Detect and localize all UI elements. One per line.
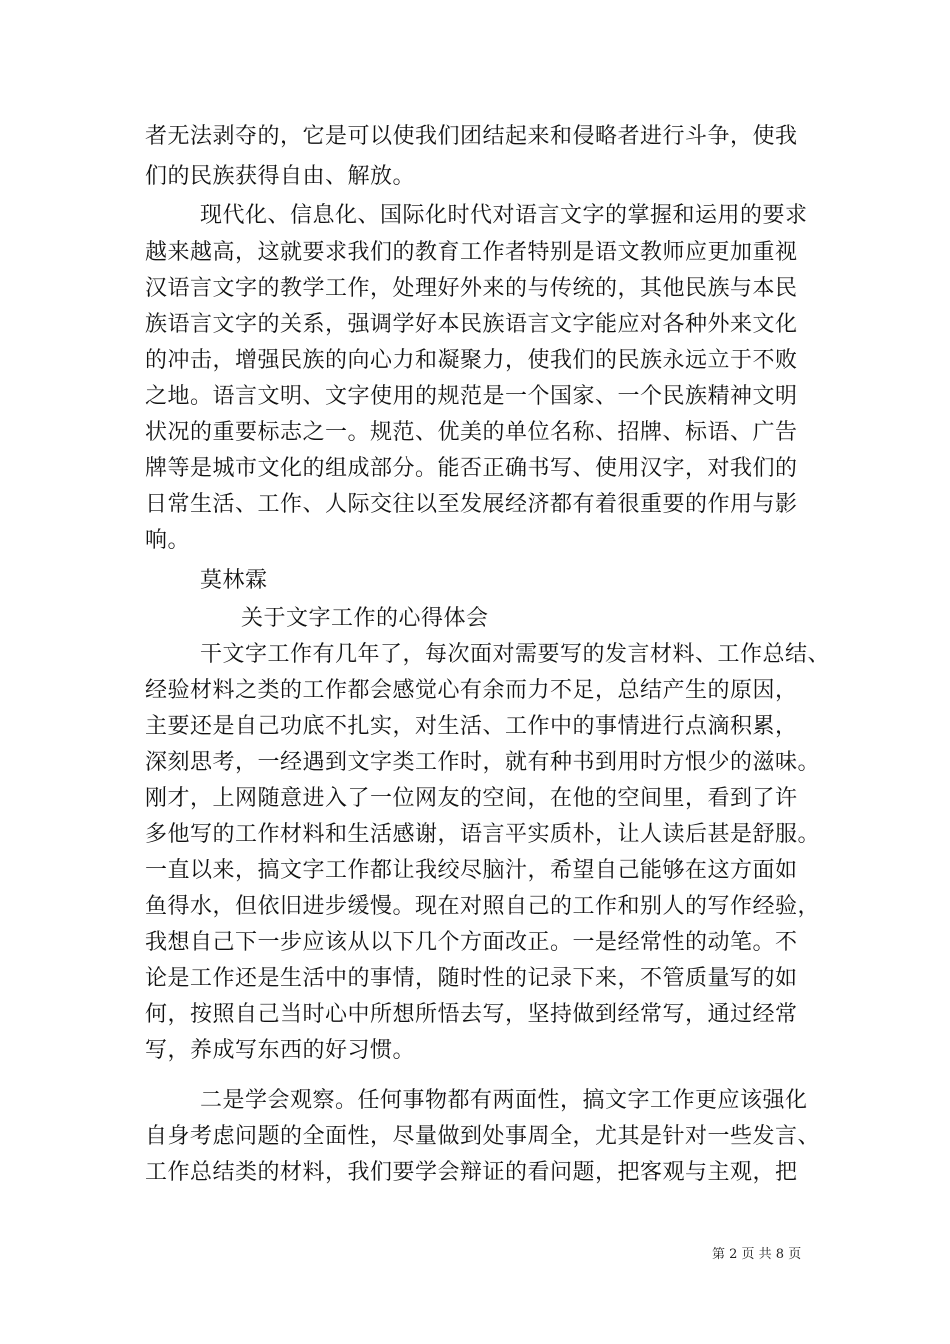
page-indicator: 第 2 页 共 8 页 bbox=[712, 1247, 802, 1262]
text-line: 一直以来，搞文字工作都让我绞尽脑汁，希望自己能够在这方面如 bbox=[145, 858, 798, 883]
text-line: 越来越高，这就要求我们的教育工作者特别是语文教师应更加重视 bbox=[145, 240, 798, 265]
text-line: 深刻思考，一经遇到文字类工作时，就有种书到用时方恨少的滋味。 bbox=[145, 750, 821, 775]
text-line: 工作总结类的材料，我们要学会辩证的看问题，把客观与主观，把 bbox=[145, 1160, 798, 1185]
text-line: 状况的重要标志之一。规范、优美的单位名称、招牌、标语、广告 bbox=[145, 420, 798, 445]
text-line: 主要还是自己功底不扎实，对生活、工作中的事情进行点滴积累， bbox=[145, 714, 798, 739]
text-line: 族语言文字的关系，强调学好本民族语言文字能应对各种外来文化 bbox=[145, 312, 798, 337]
text-line: 者无法剥夺的，它是可以使我们团结起来和侵略者进行斗争，使我 bbox=[145, 124, 798, 149]
text-line: 自身考虑问题的全面性，尽量做到处事周全，尤其是针对一些发言、 bbox=[145, 1124, 821, 1149]
text-line: 刚才，上网随意进入了一位网友的空间，在他的空间里，看到了许 bbox=[145, 786, 798, 811]
text-line: 写，养成写东西的好习惯。 bbox=[145, 1038, 416, 1063]
text-line: 们的民族获得自由、解放。 bbox=[145, 164, 416, 189]
text-line: 之地。语言文明、文字使用的规范是一个国家、一个民族精神文明 bbox=[145, 384, 798, 409]
author-name: 莫林霖 bbox=[200, 568, 268, 593]
text-line: 的冲击，增强民族的向心力和凝聚力，使我们的民族永远立于不败 bbox=[145, 348, 798, 373]
text-line: 响。 bbox=[145, 528, 191, 553]
text-line: 鱼得水，但依旧进步缓慢。现在对照自己的工作和别人的写作经验， bbox=[145, 894, 821, 919]
text-line: 经验材料之类的工作都会感觉心有余而力不足，总结产生的原因， bbox=[145, 678, 798, 703]
text-line: 二是学会观察。任何事物都有两面性，搞文字工作更应该强化 bbox=[200, 1088, 808, 1113]
text-line: 何，按照自己当时心中所想所悟去写，坚持做到经常写，通过经常 bbox=[145, 1002, 798, 1027]
text-line: 牌等是城市文化的组成部分。能否正确书写、使用汉字，对我们的 bbox=[145, 456, 798, 481]
text-line: 多他写的工作材料和生活感谢，语言平实质朴，让人读后甚是舒服。 bbox=[145, 822, 821, 847]
text-line: 我想自己下一步应该从以下几个方面改正。一是经常性的动笔。不 bbox=[145, 930, 798, 955]
text-line: 论是工作还是生活中的事情，随时性的记录下来，不管质量写的如 bbox=[145, 966, 798, 991]
text-line: 汉语言文字的教学工作，处理好外来的与传统的，其他民族与本民 bbox=[145, 276, 798, 301]
text-line: 日常生活、工作、人际交往以至发展经济都有着很重要的作用与影 bbox=[145, 492, 798, 517]
text-line: 现代化、信息化、国际化时代对语言文字的掌握和运用的要求 bbox=[200, 203, 808, 228]
text-line: 干文字工作有几年了，每次面对需要写的发言材料、工作总结、 bbox=[200, 642, 831, 667]
article-title: 关于文字工作的心得体会 bbox=[241, 606, 489, 631]
